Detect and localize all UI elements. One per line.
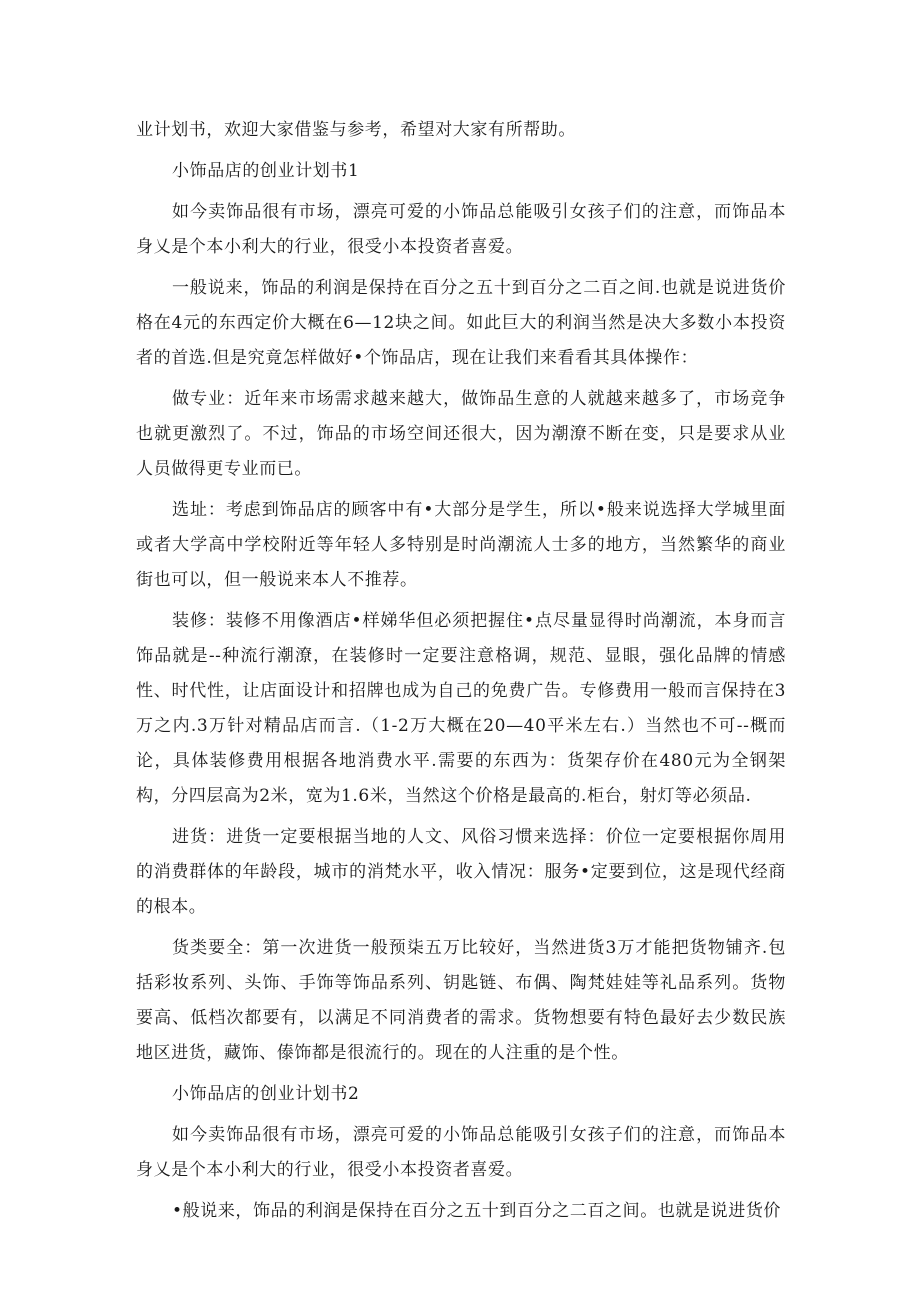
- paragraph: 一般说来，饰品的利润是保持在百分之五十到百分之二百之间.也就是说进货价格在4元的东西定价大概在6—12块之间。如此巨大的利润当然是决大多数小本投资者的首选.但是究竟怎样做好•个饰品店，现在让我们来看看其具体操作：: [136, 278, 786, 368]
- paragraph: 货类要全：第一次进货一般预柒五万比较好，当然进货3万才能把货物铺齐.包括彩妆系列、头饰、手饰等饰品系列、钥匙链、布偶、陶梵娃娃等礼品系列。货物要高、低档次都要有，以满足不同消费者的需求。货物想要有特色最好去少数民族地区进货，藏饰、傣饰都是很流行的。现在的人注重的是个性。: [136, 938, 786, 1063]
- paragraph: 做专业：近年来市场需求越来越大，做饰品生意的人就越来越多了，市场竞争也就更激烈了。不过，饰品的市场空间还很大，因为潮潦不断在变，只是要求从业人员做得更专业而已。: [136, 389, 786, 479]
- paragraph: 如今卖饰品很有市场，漂亮可爱的小饰品总能吸引女孩子们的注意，而饰品本身乂是个本小利大的行业，很受小本投资者喜爱。: [136, 1125, 786, 1180]
- section-heading-1: 小饰品店的创业计划书1: [172, 161, 360, 181]
- paragraph: 选址：考虑到饰品店的顾客中有•大部分是学生，所以•般来说选择大学城里面或者大学高中学校附近等年轻人多特别是时尚潮流人士多的地方，当然繁华的商业街也可以，但一般说来本人不推荐。: [136, 500, 786, 590]
- paragraph: •般说来，饰品的利润是保持在百分之五十到百分之二百之间。也就是说进货价: [172, 1201, 782, 1221]
- paragraph: 如今卖饰品很有市场，漂亮可爱的小饰品总能吸引女孩子们的注意，而饰品本身乂是个本小利大的行业，很受小本投资者喜爱。: [136, 202, 786, 257]
- paragraph: 进货：进货一定要根据当地的人文、风俗习惯来选择：价位一定要根据你周用的消费群体的年龄段，城市的消梵水平，收入情况：服务•定要到位，这是现代经商的根本。: [136, 827, 786, 917]
- document-body: [136, 113, 786, 1235]
- paragraph-intro: 业计划书，欢迎大家借鉴与参考，希望对大家有所帮助。: [136, 120, 576, 140]
- section-heading-2: 小饰品店的创业计划书2: [172, 1084, 360, 1104]
- paragraph: 装修：装修不用像酒店•样娣华但必须把握住•点尽量显得时尚潮流，本身而言饰品就是--种流行潮潦，在装修时一定要注意格调，规范、显眼，强化品牌的情感性、时代性，让店面设计和招牌也成为自己的免费广告。专修费用一般而言保持在3万之内.3万针对精品店而言.（1-2万大概在20—40平米左右.）当然也不可--概而论，具体装修费用根据各地消费水平.需要的东西为：货架存价在480元为全钢架构，分四层高为2米，宽为1.6米，当然这个价格是最高的.柜台，射灯等必须品.: [136, 611, 786, 806]
